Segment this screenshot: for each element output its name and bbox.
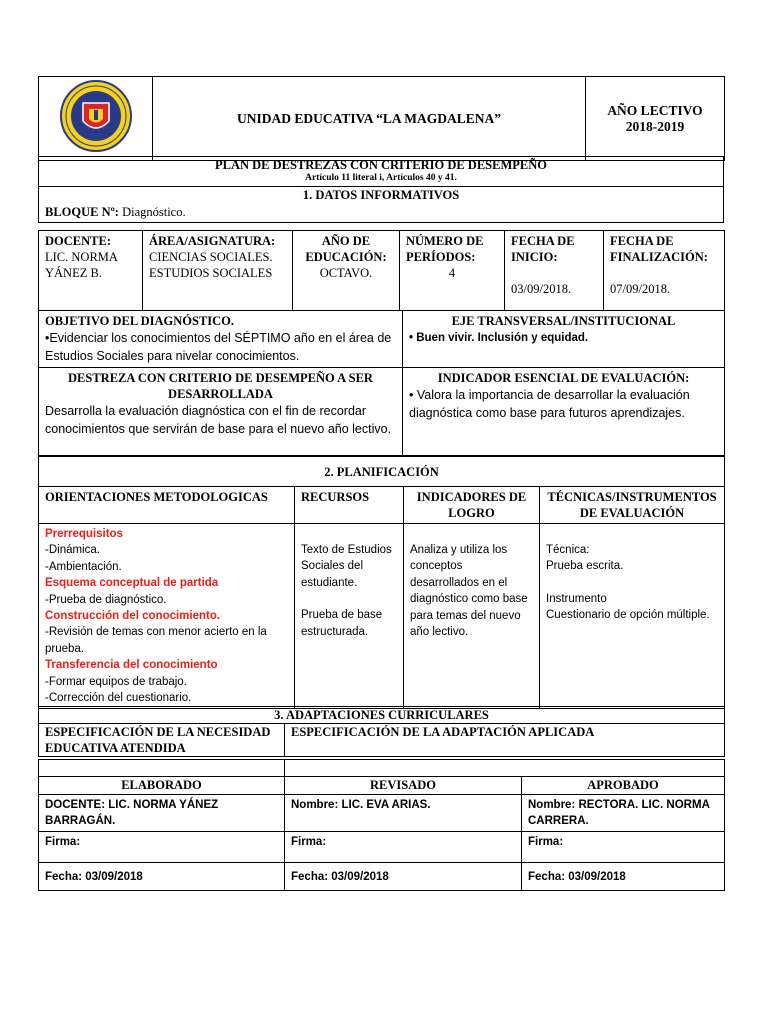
objetivo-text: •Evidenciar los conocimientos del SÉPTIMO año en el área de Estudios Sociales para nivelar conocimientos.	[45, 331, 392, 363]
destreza-text: Desarrolla la evaluación diagnóstica con el fin de recordar conocimientos que servirán de base para el nuevo año lectivo.	[45, 404, 392, 436]
destreza-title: DESTREZA CON CRITERIO DE DESEMPEÑO A SER DESARROLLADA	[68, 371, 373, 401]
section-3-title: 3. ADAPTACIONES CURRICULARES	[39, 707, 725, 724]
school-year-label: AÑO LECTIVO	[607, 102, 703, 118]
firmas-empty-cell	[39, 760, 285, 777]
plan-title: PLAN DE DESTREZAS CON CRITERIO DE DESEMPEÑO	[214, 158, 547, 172]
objetivo-table	[38, 310, 725, 456]
recursos-text-2: Prueba de base estructurada.	[301, 609, 383, 638]
periodos-cell	[400, 231, 505, 311]
planificacion-table	[38, 456, 725, 709]
orientacion-item: -Formar equipos de trabajo.	[45, 675, 187, 688]
firmas-table	[38, 759, 725, 891]
tecnica-label: Técnica:	[546, 544, 590, 556]
indicador-title: INDICADOR ESENCIAL DE EVALUACIÓN:	[437, 371, 690, 385]
recursos-text-1: Texto de Estudios Sociales del estudiante.	[301, 544, 392, 589]
indicadores-cell	[404, 524, 540, 709]
logo-cell	[39, 77, 153, 161]
col-indicadores: INDICADORES DE LOGRO	[404, 487, 540, 524]
school-year-value: 2018-2019	[625, 118, 685, 134]
instrumento-label: Instrumento	[546, 592, 607, 605]
adaptaciones-table	[38, 706, 725, 757]
aprobado-fecha: Fecha: 03/09/2018	[522, 863, 725, 891]
section-1-title: 1. DATOS INFORMATIVOS	[302, 188, 460, 202]
inicio-value: 03/09/2018.	[511, 282, 572, 296]
inicio-cell	[505, 231, 604, 311]
docente-label: DOCENTE:	[45, 234, 111, 248]
info-table	[38, 230, 725, 311]
area-cell	[143, 231, 293, 311]
anio-cell	[293, 231, 400, 311]
adaptacion-header: ESPECIFICACIÓN DE LA ADAPTACIÓN APLICADA	[285, 724, 725, 757]
docente-value: LIC. NORMA YÁNEZ B.	[45, 250, 118, 280]
elaborado-nombre: DOCENTE: LIC. NORMA YÁNEZ BARRAGÁN.	[39, 795, 285, 832]
section-2-title: 2. PLANIFICACIÓN	[39, 457, 725, 487]
school-name: UNIDAD EDUCATIVA “LA MAGDALENA”	[153, 77, 586, 161]
objetivo-title: OBJETIVO DEL DIAGNÓSTICO.	[45, 314, 235, 328]
aprobado-header: APROBADO	[522, 777, 725, 795]
area-value-2: ESTUDIOS SOCIALES	[149, 266, 273, 280]
plan-subtitle: Artículo 11 literal i, Artículos 40 y 41.	[305, 173, 457, 183]
aprobado-nombre: Nombre: RECTORA. LIC. NORMA CARRERA.	[522, 795, 725, 832]
elaborado-firma: Firma:	[39, 832, 285, 863]
plan-title-cell	[39, 157, 724, 187]
bloque-cell	[39, 187, 724, 223]
fin-value: 07/09/2018.	[610, 282, 671, 296]
bloque-label: BLOQUE Nº:	[45, 205, 119, 219]
periodos-value: 4	[448, 266, 456, 280]
inicio-label: FECHA DE INICIO:	[511, 234, 575, 264]
objetivo-cell	[39, 311, 403, 368]
school-logo-icon	[59, 79, 133, 153]
tecnica-value: Prueba escrita.	[546, 560, 624, 573]
docente-cell	[39, 231, 143, 311]
fin-label: FECHA DE FINALIZACIÓN:	[610, 234, 708, 264]
elaborado-header: ELABORADO	[39, 777, 285, 795]
tecnicas-cell	[540, 524, 725, 709]
anio-label: AÑO DE EDUCACIÓN:	[305, 234, 387, 264]
orientaciones-cell	[39, 524, 295, 709]
orientacion-item: -Corrección del cuestionario.	[45, 692, 192, 705]
elaborado-fecha: Fecha: 03/09/2018	[39, 863, 285, 891]
necesidad-header: ESPECIFICACIÓN DE LA NECESIDAD EDUCATIVA ATENDIDA	[39, 724, 285, 757]
destreza-cell	[39, 368, 403, 456]
orientacion-item: -Dinámica.	[45, 544, 100, 557]
instrumento-value: Cuestionario de opción múltiple.	[546, 609, 710, 622]
bloque-value: Diagnóstico.	[118, 205, 186, 219]
orientacion-item: Esquema conceptual de partida	[45, 577, 219, 590]
eje-cell	[403, 311, 725, 368]
eje-text: • Buen vivir. Inclusión y equidad.	[409, 332, 589, 344]
firmas-empty-cell	[285, 760, 725, 777]
col-recursos: RECURSOS	[295, 487, 404, 524]
orientacion-item: Transferencia del conocimiento	[45, 659, 218, 672]
area-value-1: CIENCIAS SOCIALES.	[149, 250, 273, 264]
col-orientaciones: ORIENTACIONES METODOLOGICAS	[39, 487, 295, 524]
indicadores-text: Analiza y utiliza los conceptos desarrollados en el diagnóstico como base para temas del nuevo año lectivo.	[410, 544, 528, 639]
recursos-cell	[295, 524, 404, 709]
revisado-nombre: Nombre: LIC. EVA ARIAS.	[285, 795, 522, 832]
orientacion-item: Prerrequisitos	[45, 528, 123, 540]
indicador-text: • Valora la importancia de desarrollar la evaluación diagnóstica como base para futuros aprendizajes.	[409, 388, 690, 420]
aprobado-firma: Firma:	[522, 832, 725, 863]
anio-value: OCTAVO.	[319, 266, 373, 280]
area-label: ÁREA/ASIGNATURA:	[149, 234, 276, 248]
revisado-fecha: Fecha: 03/09/2018	[285, 863, 522, 891]
header-table	[38, 76, 725, 161]
orientacion-item: -Ambientación.	[45, 560, 122, 573]
school-year-cell	[586, 77, 725, 161]
periodos-label: NÚMERO DE PERÍODOS:	[406, 234, 484, 264]
revisado-firma: Firma:	[285, 832, 522, 863]
orientacion-item: Construcción del conocimiento.	[45, 610, 221, 623]
orientacion-item: -Prueba de diagnóstico.	[45, 593, 167, 606]
plan-title-table	[38, 156, 724, 223]
col-tecnicas: TÉCNICAS/INSTRUMENTOS DE EVALUACIÓN	[540, 487, 725, 524]
eje-title: EJE TRANSVERSAL/INSTITUCIONAL	[451, 314, 676, 328]
revisado-header: REVISADO	[285, 777, 522, 795]
indicador-cell	[403, 368, 725, 456]
fin-cell	[604, 231, 725, 311]
orientacion-item: -Revisión de temas con menor acierto en la prueba.	[45, 626, 267, 655]
